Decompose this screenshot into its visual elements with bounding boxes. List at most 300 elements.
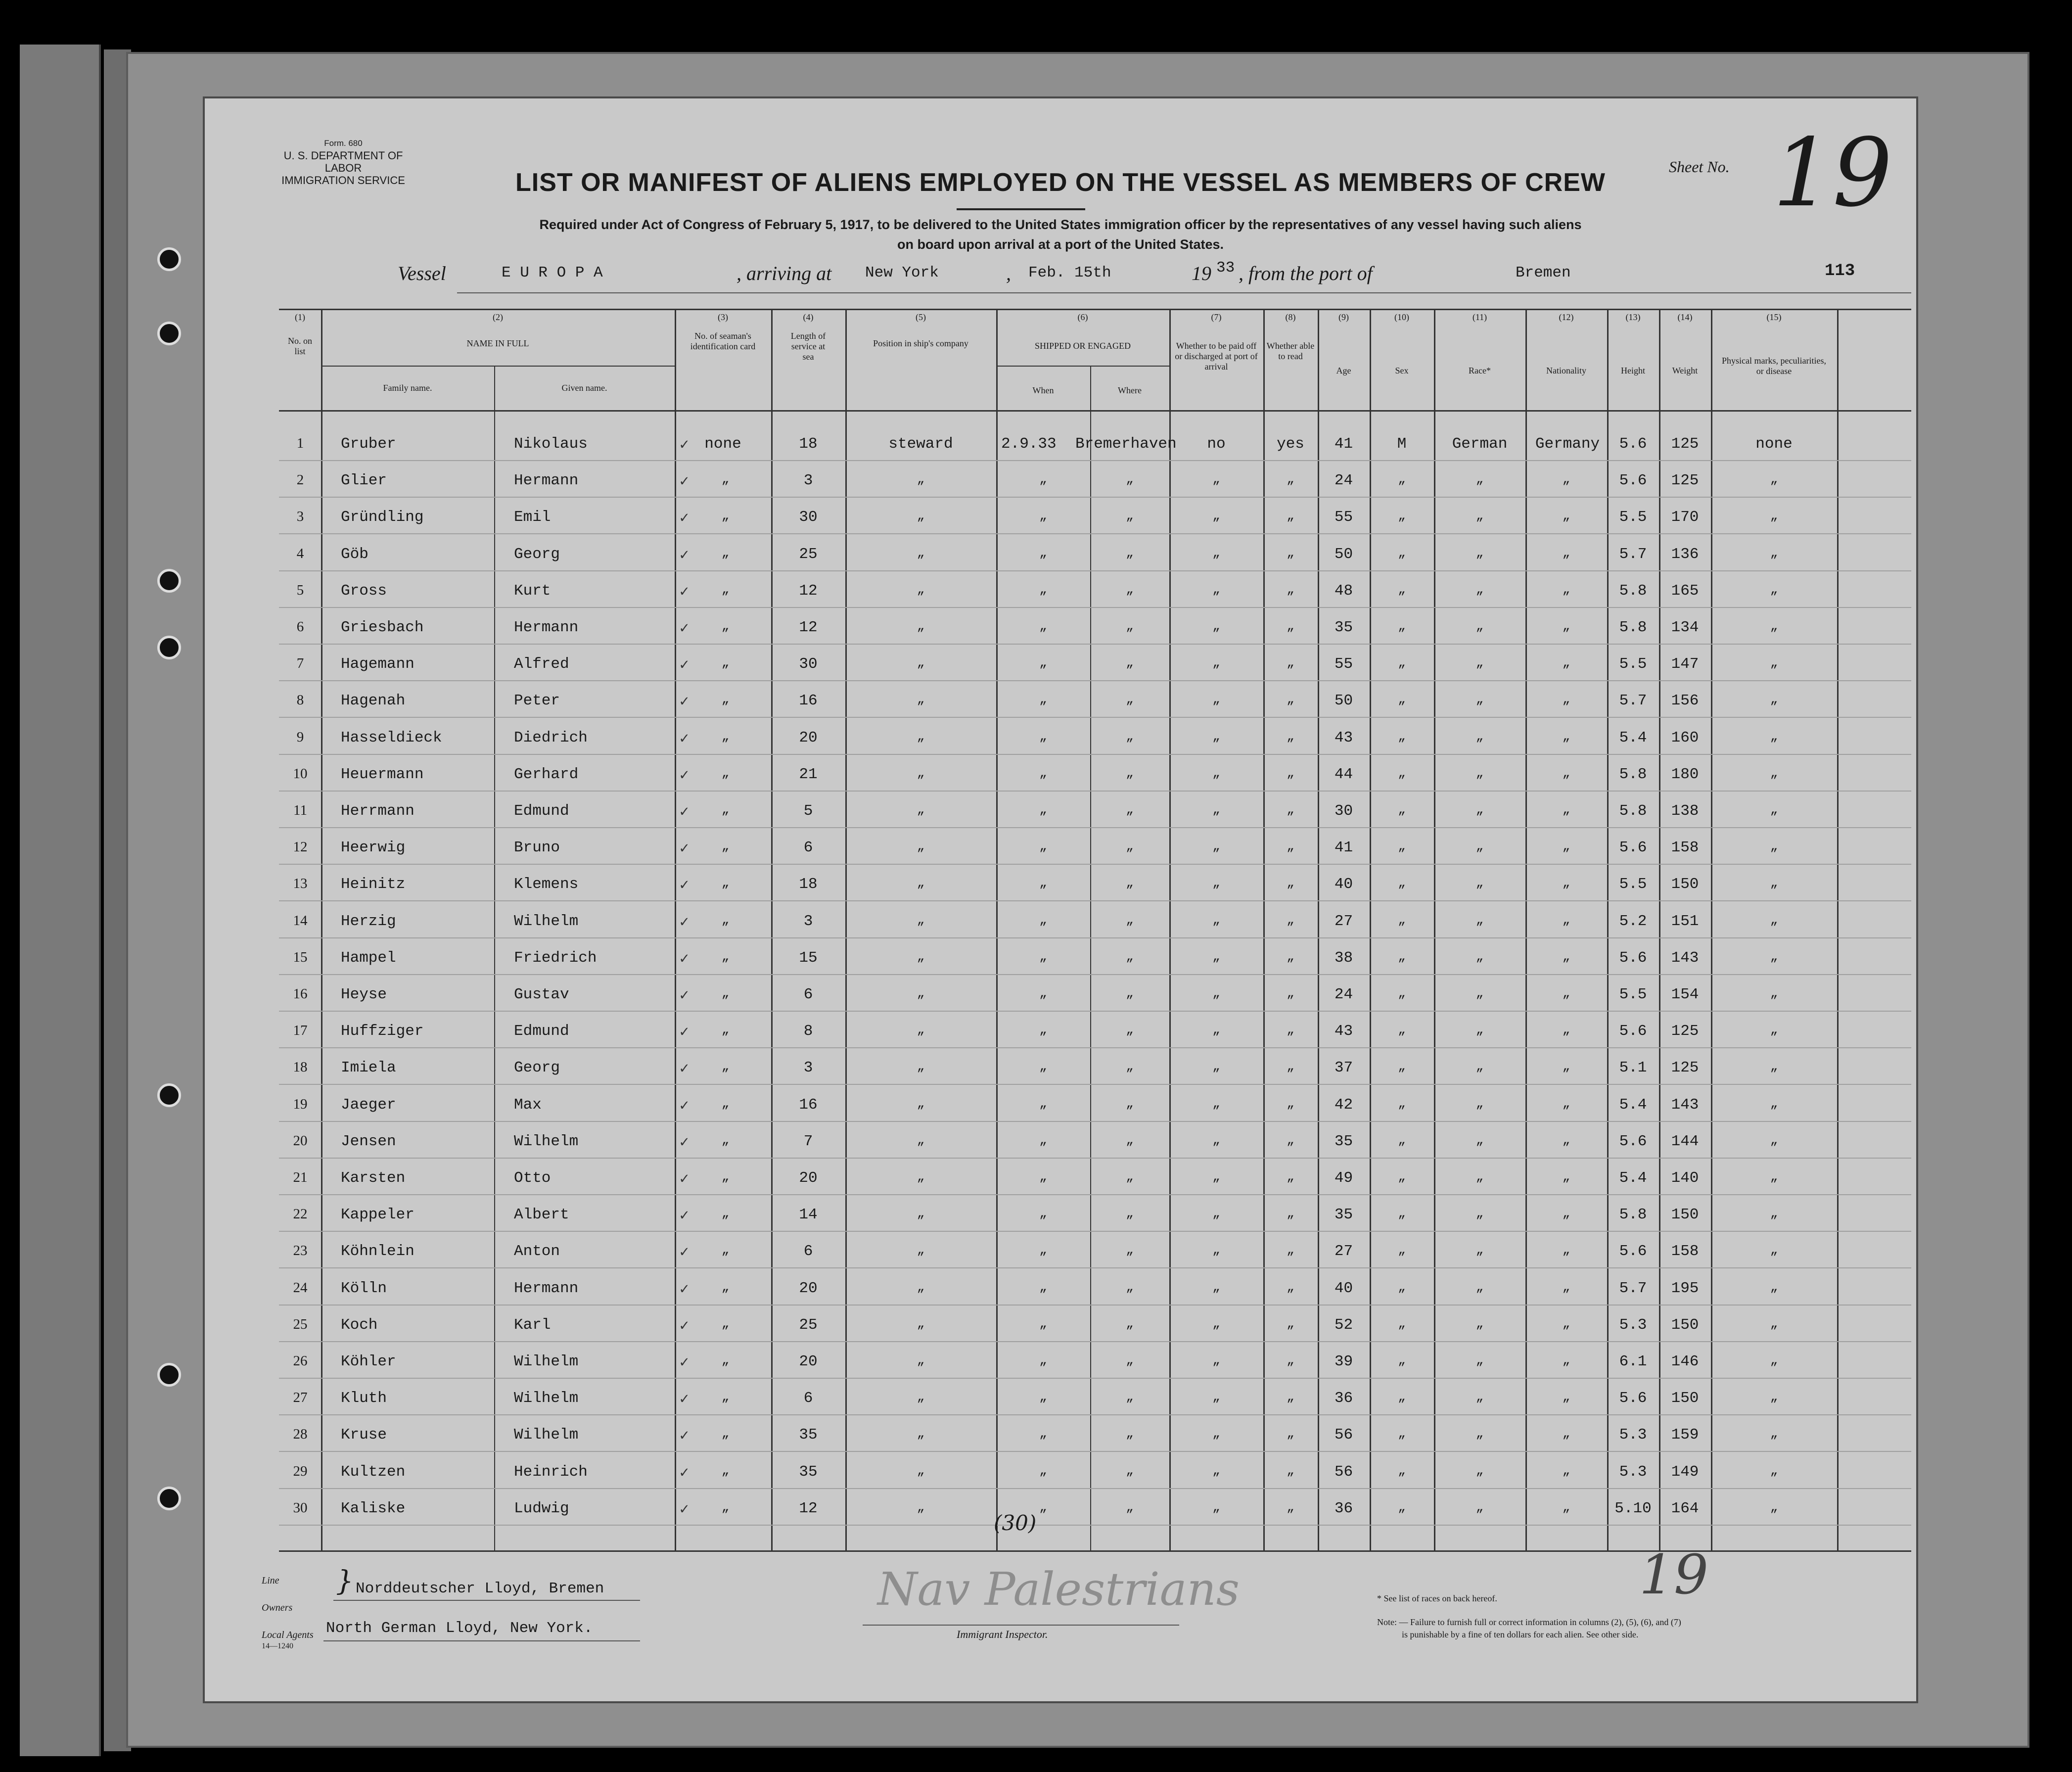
row-rule bbox=[279, 974, 1911, 975]
nationality-ditto: „ bbox=[1562, 765, 1570, 781]
list-number: 16 bbox=[293, 986, 308, 1002]
height: 5.8 bbox=[1619, 619, 1647, 636]
race: German bbox=[1452, 435, 1508, 453]
table-row bbox=[205, 1492, 1916, 1529]
list-number: 27 bbox=[293, 1390, 308, 1406]
weight: 154 bbox=[1671, 986, 1699, 1003]
when-ditto: „ bbox=[1039, 1206, 1047, 1221]
race-ditto: „ bbox=[1475, 1096, 1484, 1111]
check-mark-icon: ✓ bbox=[680, 1428, 689, 1446]
length-of-service: 20 bbox=[799, 1353, 818, 1370]
race-ditto: „ bbox=[1475, 509, 1484, 524]
list-number: 21 bbox=[293, 1169, 308, 1185]
weight: 165 bbox=[1671, 582, 1699, 600]
check-mark-icon: ✓ bbox=[680, 950, 689, 968]
id-card-ditto: „ bbox=[721, 1426, 730, 1442]
age: 52 bbox=[1334, 1316, 1353, 1334]
position-ditto: „ bbox=[917, 582, 925, 597]
agents-label: Local Agents bbox=[262, 1630, 314, 1640]
height: 5.6 bbox=[1619, 472, 1647, 490]
col-3-number: (3) bbox=[718, 312, 728, 322]
position-ditto: „ bbox=[917, 619, 925, 634]
race-ditto: „ bbox=[1475, 545, 1484, 560]
given-name: Hermann bbox=[514, 472, 579, 490]
when-ditto: „ bbox=[1039, 839, 1047, 854]
binder-hole bbox=[157, 636, 181, 659]
sex-ditto: „ bbox=[1398, 472, 1406, 487]
height: 5.4 bbox=[1619, 1096, 1647, 1114]
weight: 125 bbox=[1671, 472, 1699, 490]
age: 37 bbox=[1334, 1059, 1353, 1077]
vessel-name: E U R O P A bbox=[502, 264, 603, 281]
position-ditto: „ bbox=[917, 949, 925, 964]
paid-off-ditto: „ bbox=[1212, 1206, 1220, 1221]
col-10-header: Sex bbox=[1395, 366, 1409, 375]
list-number: 9 bbox=[296, 729, 304, 745]
age: 24 bbox=[1334, 472, 1353, 490]
col-11-header: Race* bbox=[1469, 366, 1491, 375]
where-ditto: „ bbox=[1126, 949, 1134, 964]
check-mark-icon: ✓ bbox=[680, 914, 689, 932]
position-ditto: „ bbox=[917, 1243, 925, 1258]
col-6b-header: Where bbox=[1118, 385, 1142, 395]
col-5-number: (5) bbox=[916, 312, 926, 322]
age: 40 bbox=[1334, 1279, 1353, 1297]
list-number: 18 bbox=[293, 1059, 308, 1075]
read-ditto: „ bbox=[1287, 1206, 1294, 1221]
inspector-signature: Nav Palestrians bbox=[877, 1563, 1240, 1616]
read-ditto: „ bbox=[1287, 1426, 1294, 1442]
read-ditto: „ bbox=[1287, 1390, 1294, 1405]
marks-ditto: „ bbox=[1770, 655, 1778, 671]
marks-ditto: „ bbox=[1770, 1206, 1778, 1221]
table-row bbox=[205, 1455, 1916, 1492]
length-of-service: 5 bbox=[803, 802, 813, 820]
weight: 160 bbox=[1671, 729, 1699, 746]
form-code: 14—1240 bbox=[262, 1642, 293, 1650]
height: 5.4 bbox=[1619, 729, 1647, 746]
weight: 151 bbox=[1671, 912, 1699, 930]
family-name: Jensen bbox=[341, 1132, 396, 1150]
marks-ditto: „ bbox=[1770, 1390, 1778, 1405]
when-ditto: „ bbox=[1039, 655, 1047, 671]
col-9-header: Age bbox=[1336, 366, 1351, 375]
list-number: 10 bbox=[293, 765, 308, 782]
table-row bbox=[205, 1418, 1916, 1455]
nationality-ditto: „ bbox=[1562, 509, 1570, 524]
length-of-service: 30 bbox=[799, 655, 818, 673]
col-15-header: Physical marks, peculiarities, or disease bbox=[1722, 356, 1826, 376]
nationality-ditto: „ bbox=[1562, 1279, 1570, 1295]
read-ditto: „ bbox=[1287, 1096, 1294, 1111]
age: 56 bbox=[1334, 1463, 1353, 1481]
length-of-service: 16 bbox=[799, 1096, 818, 1114]
when-ditto: „ bbox=[1039, 912, 1047, 928]
shipped-where: Bremerhaven bbox=[1075, 435, 1177, 453]
owners-label: Owners bbox=[262, 1602, 293, 1613]
id-card-ditto: „ bbox=[721, 1243, 730, 1258]
when-ditto: „ bbox=[1039, 1390, 1047, 1405]
height: 5.5 bbox=[1619, 876, 1647, 893]
age: 36 bbox=[1334, 1390, 1353, 1407]
nationality-ditto: „ bbox=[1562, 619, 1570, 634]
position-ditto: „ bbox=[917, 912, 925, 928]
race-ditto: „ bbox=[1475, 839, 1484, 854]
position-ditto: „ bbox=[917, 692, 925, 707]
length-of-service: 35 bbox=[799, 1426, 818, 1444]
when-ditto: „ bbox=[1039, 1463, 1047, 1478]
position-ditto: „ bbox=[917, 1390, 925, 1405]
sex-ditto: „ bbox=[1398, 1390, 1406, 1405]
row-rule bbox=[279, 533, 1911, 534]
race-ditto: „ bbox=[1475, 1426, 1484, 1442]
row-rule bbox=[279, 1341, 1911, 1342]
sex-ditto: „ bbox=[1398, 509, 1406, 524]
check-mark-icon: ✓ bbox=[680, 1391, 689, 1409]
list-number: 15 bbox=[293, 949, 308, 965]
id-card-ditto: „ bbox=[721, 1059, 730, 1074]
read-ditto: „ bbox=[1287, 949, 1294, 964]
col-7-number: (7) bbox=[1211, 312, 1222, 322]
table-row bbox=[205, 501, 1916, 537]
sex-ditto: „ bbox=[1398, 1096, 1406, 1111]
weight: 164 bbox=[1671, 1499, 1699, 1517]
read-ditto: „ bbox=[1287, 582, 1294, 597]
row-rule bbox=[279, 1451, 1911, 1452]
age: 35 bbox=[1334, 1132, 1353, 1150]
id-card-ditto: „ bbox=[721, 986, 730, 1001]
paid-off-ditto: „ bbox=[1212, 1243, 1220, 1258]
length-of-service: 6 bbox=[803, 839, 813, 857]
family-name: Heerwig bbox=[341, 839, 406, 857]
marks-ditto: „ bbox=[1770, 1169, 1778, 1184]
family-name: Hampel bbox=[341, 949, 396, 967]
table-row bbox=[205, 1051, 1916, 1088]
table-row bbox=[205, 1162, 1916, 1198]
sex-ditto: „ bbox=[1398, 912, 1406, 928]
physical-marks: none bbox=[1755, 435, 1793, 453]
position-ditto: „ bbox=[917, 1059, 925, 1074]
sex-ditto: „ bbox=[1398, 1463, 1406, 1478]
check-mark-icon: ✓ bbox=[680, 1171, 689, 1188]
col-13-number: (13) bbox=[1625, 312, 1641, 322]
paid-off-ditto: „ bbox=[1212, 876, 1220, 891]
id-card-ditto: „ bbox=[721, 876, 730, 891]
position-ditto: „ bbox=[917, 729, 925, 744]
length-of-service: 25 bbox=[799, 1316, 818, 1334]
when-ditto: „ bbox=[1039, 545, 1047, 560]
given-name: Bruno bbox=[514, 839, 560, 857]
age: 38 bbox=[1334, 949, 1353, 967]
where-ditto: „ bbox=[1126, 1390, 1134, 1405]
age: 55 bbox=[1334, 509, 1353, 526]
list-number: 12 bbox=[293, 839, 308, 855]
paid-off-ditto: „ bbox=[1212, 729, 1220, 744]
marks-ditto: „ bbox=[1770, 509, 1778, 524]
age: 35 bbox=[1334, 619, 1353, 636]
race-ditto: „ bbox=[1475, 692, 1484, 707]
length-of-service: 21 bbox=[799, 765, 818, 783]
height: 5.7 bbox=[1619, 1279, 1647, 1297]
comma: , bbox=[1006, 262, 1011, 284]
id-card-ditto: „ bbox=[721, 509, 730, 524]
family-name: Köhnlein bbox=[341, 1243, 414, 1260]
sex-ditto: „ bbox=[1398, 986, 1406, 1001]
id-card-ditto: „ bbox=[721, 729, 730, 744]
paid-off-ditto: „ bbox=[1212, 912, 1220, 928]
length-of-service: 14 bbox=[799, 1206, 818, 1224]
total-count: (30) bbox=[994, 1511, 1037, 1535]
position-ditto: „ bbox=[917, 839, 925, 854]
list-number: 22 bbox=[293, 1206, 308, 1222]
sheet-number-repeat: 19 bbox=[1639, 1543, 1708, 1606]
sheet-no-label: Sheet No. bbox=[1669, 158, 1730, 176]
row-rule bbox=[279, 827, 1911, 828]
list-number: 29 bbox=[293, 1463, 308, 1479]
when-ditto: „ bbox=[1039, 1132, 1047, 1148]
check-mark-icon: ✓ bbox=[680, 1281, 689, 1299]
sex-ditto: „ bbox=[1398, 1499, 1406, 1515]
given-name: Wilhelm bbox=[514, 1390, 579, 1407]
row-rule bbox=[279, 1488, 1911, 1489]
position-ditto: „ bbox=[917, 545, 925, 560]
nationality-ditto: „ bbox=[1562, 839, 1570, 854]
marks-ditto: „ bbox=[1770, 1426, 1778, 1442]
sex-ditto: „ bbox=[1398, 765, 1406, 781]
where-ditto: „ bbox=[1126, 1426, 1134, 1442]
id-card: none bbox=[704, 435, 741, 453]
races-note: * See list of races on back hereof. bbox=[1377, 1593, 1497, 1603]
marks-ditto: „ bbox=[1770, 1023, 1778, 1038]
position-ditto: „ bbox=[917, 802, 925, 817]
row-rule bbox=[279, 1084, 1911, 1085]
binder-hole bbox=[157, 1487, 181, 1510]
binder-hole bbox=[157, 1083, 181, 1107]
page-number: 113 bbox=[1825, 262, 1855, 280]
weight: 150 bbox=[1671, 1316, 1699, 1334]
check-mark-icon: ✓ bbox=[680, 987, 689, 1005]
paid-off-ditto: „ bbox=[1212, 1132, 1220, 1148]
read-ditto: „ bbox=[1287, 802, 1294, 817]
given-name: Kurt bbox=[514, 582, 551, 600]
check-mark-icon: ✓ bbox=[680, 1097, 689, 1115]
row-rule bbox=[279, 1047, 1911, 1048]
length-of-service: 18 bbox=[799, 876, 818, 893]
height: 5.6 bbox=[1619, 1132, 1647, 1150]
given-name: Edmund bbox=[514, 1023, 569, 1040]
weight: 125 bbox=[1671, 1059, 1699, 1077]
check-mark-icon: ✓ bbox=[680, 730, 689, 748]
shipped-subrule bbox=[996, 366, 1169, 367]
height: 5.8 bbox=[1619, 1206, 1647, 1224]
list-number: 20 bbox=[293, 1132, 308, 1149]
paid-off-ditto: „ bbox=[1212, 472, 1220, 487]
family-name: Hagemann bbox=[341, 655, 414, 673]
binder-hole bbox=[157, 1363, 181, 1387]
age: 41 bbox=[1334, 839, 1353, 857]
position-ditto: „ bbox=[917, 1426, 925, 1442]
given-name: Heinrich bbox=[514, 1463, 588, 1481]
sex-ditto: „ bbox=[1398, 692, 1406, 707]
paid-off-ditto: „ bbox=[1212, 1426, 1220, 1442]
height: 5.5 bbox=[1619, 986, 1647, 1003]
col-12-number: (12) bbox=[1559, 312, 1574, 322]
nationality-ditto: „ bbox=[1562, 1463, 1570, 1478]
weight: 158 bbox=[1671, 1243, 1699, 1260]
marks-ditto: „ bbox=[1770, 1353, 1778, 1368]
paid-off-ditto: „ bbox=[1212, 1059, 1220, 1074]
table-row bbox=[205, 941, 1916, 978]
marks-ditto: „ bbox=[1770, 619, 1778, 634]
marks-ditto: „ bbox=[1770, 1499, 1778, 1515]
family-name: Gruber bbox=[341, 435, 396, 453]
nationality-ditto: „ bbox=[1562, 1353, 1570, 1368]
nationality-ditto: „ bbox=[1562, 949, 1570, 964]
id-card-ditto: „ bbox=[721, 1390, 730, 1405]
table-row bbox=[205, 1345, 1916, 1382]
nationality-ditto: „ bbox=[1562, 1243, 1570, 1258]
where-ditto: „ bbox=[1126, 1316, 1134, 1331]
check-mark-icon: ✓ bbox=[680, 1244, 689, 1262]
list-number: 2 bbox=[296, 472, 304, 488]
paid-off-ditto: „ bbox=[1212, 1463, 1220, 1478]
arrival-port: New York bbox=[865, 264, 939, 281]
race-ditto: „ bbox=[1475, 1169, 1484, 1184]
table-row bbox=[205, 1382, 1916, 1418]
position-ditto: „ bbox=[917, 876, 925, 891]
marks-ditto: „ bbox=[1770, 1096, 1778, 1111]
name-subrule bbox=[321, 366, 675, 367]
given-name: Klemens bbox=[514, 876, 579, 893]
marks-ditto: „ bbox=[1770, 1463, 1778, 1478]
height: 5.3 bbox=[1619, 1463, 1647, 1481]
row-rule bbox=[279, 1194, 1911, 1195]
id-card-ditto: „ bbox=[721, 1463, 730, 1478]
age: 24 bbox=[1334, 986, 1353, 1003]
marks-ditto: „ bbox=[1770, 839, 1778, 854]
race-ditto: „ bbox=[1475, 1463, 1484, 1478]
row-rule bbox=[279, 1267, 1911, 1268]
row-rule bbox=[279, 1011, 1911, 1012]
page-title: LIST OR MANIFEST OF ALIENS EMPLOYED ON THE VESSEL AS MEMBERS OF CREW bbox=[515, 168, 1606, 197]
where-ditto: „ bbox=[1126, 1096, 1134, 1111]
table-row bbox=[205, 1125, 1916, 1162]
when-ditto: „ bbox=[1039, 1243, 1047, 1258]
given-name: Alfred bbox=[514, 655, 569, 673]
when-ditto: „ bbox=[1039, 1023, 1047, 1038]
when-ditto: „ bbox=[1039, 1499, 1047, 1515]
position-ditto: „ bbox=[917, 765, 925, 781]
height: 6.1 bbox=[1619, 1353, 1647, 1370]
family-name: Göb bbox=[341, 545, 368, 563]
list-number: 28 bbox=[293, 1426, 308, 1443]
family-name: Hasseldieck bbox=[341, 729, 442, 746]
col-2a-header: Family name. bbox=[383, 383, 432, 393]
binder-hole bbox=[157, 569, 181, 593]
length-of-service: 6 bbox=[803, 1243, 813, 1260]
col-9-number: (9) bbox=[1338, 312, 1349, 322]
height: 5.6 bbox=[1619, 1243, 1647, 1260]
nationality-ditto: „ bbox=[1562, 986, 1570, 1001]
where-ditto: „ bbox=[1126, 509, 1134, 524]
row-rule bbox=[279, 644, 1911, 645]
local-agents: North German Lloyd, New York. bbox=[326, 1620, 593, 1637]
length-of-service: 6 bbox=[803, 1390, 813, 1407]
nationality-ditto: „ bbox=[1562, 1426, 1570, 1442]
weight: 156 bbox=[1671, 692, 1699, 710]
given-name: Wilhelm bbox=[514, 912, 579, 930]
check-mark-icon: ✓ bbox=[680, 877, 689, 895]
race-ditto: „ bbox=[1475, 1243, 1484, 1258]
list-number: 5 bbox=[296, 582, 304, 598]
sex-ditto: „ bbox=[1398, 1023, 1406, 1038]
given-name: Karl bbox=[514, 1316, 551, 1334]
check-mark-icon: ✓ bbox=[680, 1208, 689, 1225]
position-ditto: „ bbox=[917, 1279, 925, 1295]
paid-off-ditto: „ bbox=[1212, 545, 1220, 560]
height: 5.6 bbox=[1619, 949, 1647, 967]
family-name: Imiela bbox=[341, 1059, 396, 1077]
list-number: 1 bbox=[296, 435, 304, 451]
read-ditto: „ bbox=[1287, 692, 1294, 707]
sex-ditto: „ bbox=[1398, 545, 1406, 560]
race-ditto: „ bbox=[1475, 949, 1484, 964]
family-name: Gross bbox=[341, 582, 387, 600]
position-ditto: „ bbox=[917, 986, 925, 1001]
paid-off-ditto: „ bbox=[1212, 1390, 1220, 1405]
nationality-ditto: „ bbox=[1562, 1316, 1570, 1331]
read-ditto: „ bbox=[1287, 545, 1294, 560]
family-name: Kruse bbox=[341, 1426, 387, 1444]
col-5-header: Position in ship's company bbox=[873, 338, 968, 348]
age: 56 bbox=[1334, 1426, 1353, 1444]
table-row bbox=[205, 831, 1916, 868]
row-rule bbox=[279, 570, 1911, 571]
id-card-ditto: „ bbox=[721, 949, 730, 964]
family-name: Gründling bbox=[341, 509, 424, 526]
row-rule bbox=[279, 864, 1911, 865]
age: 42 bbox=[1334, 1096, 1353, 1114]
table-row bbox=[205, 905, 1916, 941]
read-ditto: „ bbox=[1287, 876, 1294, 891]
nationality-ditto: „ bbox=[1562, 1132, 1570, 1148]
subtitle bbox=[432, 215, 1689, 254]
row-rule bbox=[279, 1158, 1911, 1159]
height: 5.6 bbox=[1619, 435, 1647, 453]
given-name: Edmund bbox=[514, 802, 569, 820]
race-ditto: „ bbox=[1475, 619, 1484, 634]
sex-ditto: „ bbox=[1398, 839, 1406, 854]
nationality-ditto: „ bbox=[1562, 1096, 1570, 1111]
paid-off-ditto: „ bbox=[1212, 986, 1220, 1001]
id-card-ditto: „ bbox=[721, 1279, 730, 1295]
position-ditto: „ bbox=[917, 1499, 925, 1515]
table-row bbox=[205, 1272, 1916, 1308]
table-row bbox=[205, 1015, 1916, 1051]
where-ditto: „ bbox=[1126, 802, 1134, 817]
paid-off-ditto: „ bbox=[1212, 1316, 1220, 1331]
table-row bbox=[205, 794, 1916, 831]
table-row bbox=[205, 684, 1916, 721]
manifest-sheet bbox=[203, 96, 1918, 1703]
family-name: Hagenah bbox=[341, 692, 406, 710]
read-ditto: „ bbox=[1287, 1463, 1294, 1478]
nationality-ditto: „ bbox=[1562, 1390, 1570, 1405]
where-ditto: „ bbox=[1126, 729, 1134, 744]
when-ditto: „ bbox=[1039, 949, 1047, 964]
when-ditto: „ bbox=[1039, 472, 1047, 487]
read-ditto: „ bbox=[1287, 729, 1294, 744]
